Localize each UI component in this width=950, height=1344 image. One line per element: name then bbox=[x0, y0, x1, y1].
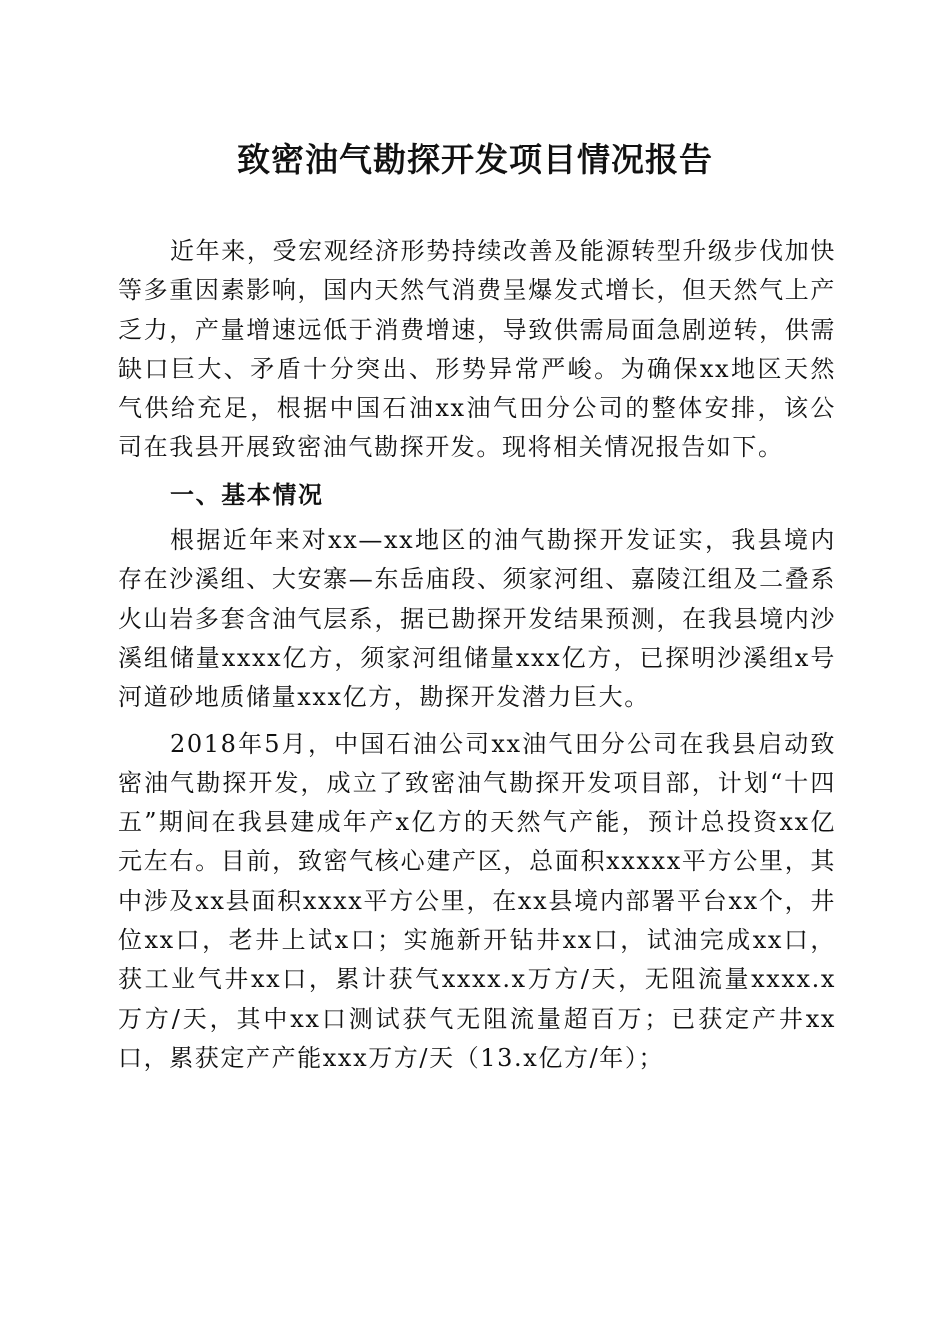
section1-paragraph-project: 2018年5月，中国石油公司xx油气田分公司在我县启动致密油气勘探开发，成立了致密油气勘探开发项目部，计划“十四五”期间在我县建成年产x亿方的天然气产能，预计总投资xx亿元左右。目前，致密气核心建产区，总面积xxxxx平方公里，其中涉及xx县面积xxxx平方公里，在xx县境内部署平台xx个，井位xx口，老井上试x口；实施新开钻井xx口，试油完成xx口，获工业气井xx口，累计获气xxxx.x万方/天，无阻流量xxxx.x万方/天，其中xx口测试获气无阻流量超百万；已获定产井xx口，累获定产产能xxx万方/天（13.x亿方/年）； bbox=[118, 729, 836, 1072]
section-heading-basic-situation: 一、基本情况 bbox=[170, 479, 324, 509]
document-body bbox=[118, 232, 836, 1078]
page-title: 致密油气勘探开发项目情况报告 bbox=[237, 140, 713, 179]
intro-paragraph: 近年来，受宏观经济形势持续改善及能源转型升级步伐加快等多重因素影响，国内天然气消费呈爆发式增长，但天然气上产乏力，产量增速远低于消费增速，导致供需局面急剧逆转，供需缺口巨大、矛盾十分突出、形势异常严峻。为确保xx地区天然气供给充足，根据中国石油xx油气田分公司的整体安排，该公司在我县开展致密油气勘探开发。现将相关情况报告如下。 bbox=[118, 237, 836, 462]
section1-paragraph-reserves: 根据近年来对xx—xx地区的油气勘探开发证实，我县境内存在沙溪组、大安寨—东岳庙段、须家河组、嘉陵江组及二叠系火山岩多套含油气层系，据已勘探开发结果预测，在我县境内沙溪组储量xxxx亿方，须家河组储量xxx亿方，已探明沙溪组x号河道砂地质储量xxx亿方，勘探开发潜力巨大。 bbox=[118, 526, 836, 712]
